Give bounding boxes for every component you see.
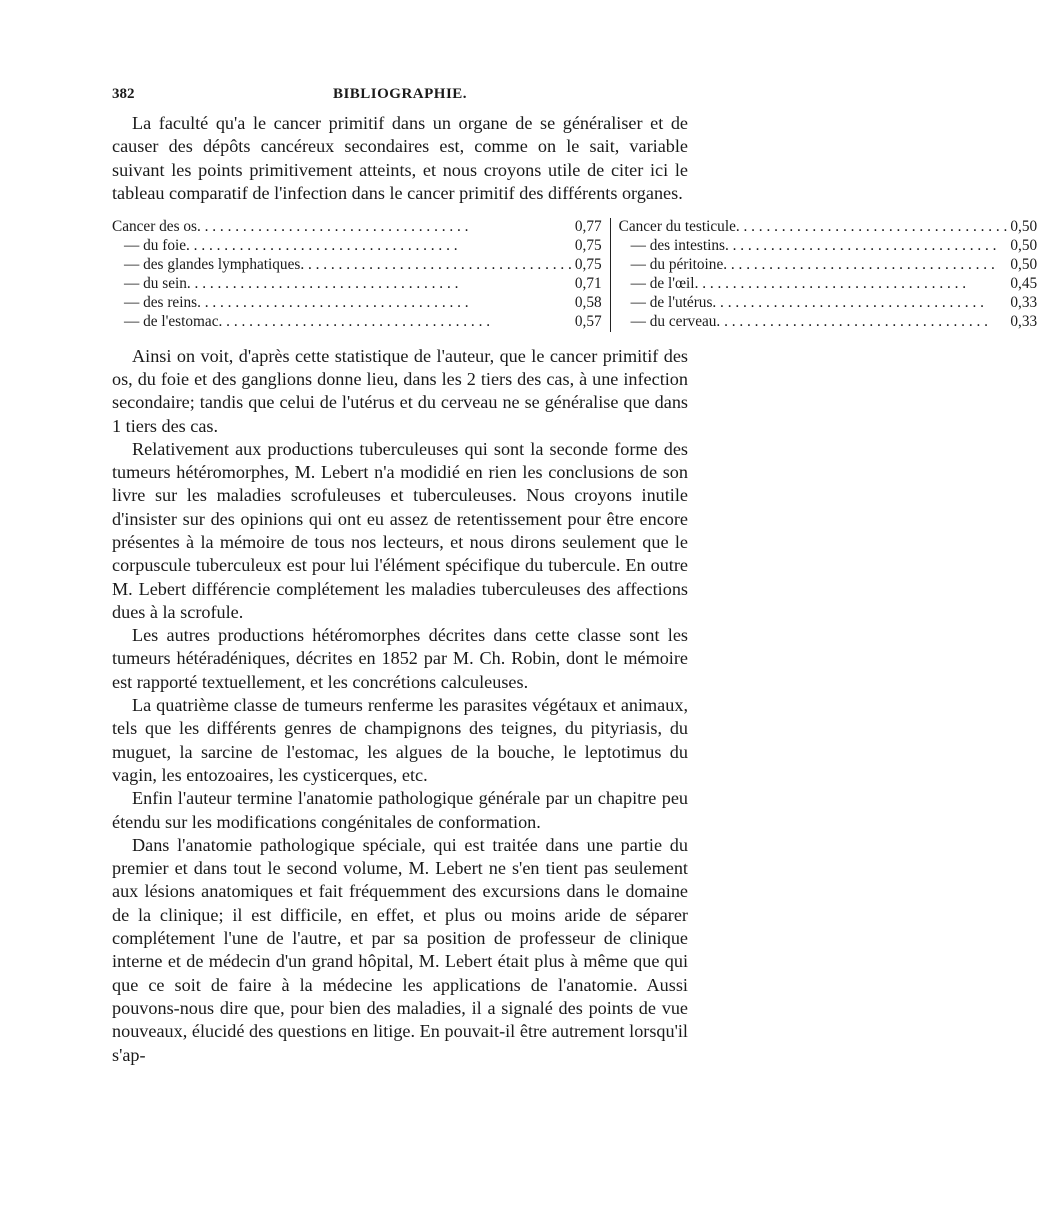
row-value: 0,57 — [574, 312, 602, 330]
row-label: — des intestins — [630, 237, 725, 255]
table-row — [112, 218, 602, 237]
table-row — [619, 313, 1037, 332]
row-value: 0,58 — [574, 293, 602, 311]
row-label: — du cerveau — [630, 312, 717, 330]
table-row — [112, 237, 602, 256]
body-paragraph: Ainsi on voit, d'après cette statistique de l'auteur, que le cancer primitif des os, du foie et des ganglions donne lieu, dans les 2 tiers des cas, à une infection secondaire; tandis que celui de l'utérus et du cerveau ne se généralise que dans 1 tiers des cas. — [112, 345, 688, 436]
table-row — [619, 275, 1037, 294]
row-value: 0,33 — [1010, 312, 1037, 330]
row-label: — du sein — [124, 274, 187, 292]
row-value: 0,50 — [1010, 218, 1037, 236]
row-value: 0,33 — [1010, 293, 1037, 311]
body-paragraph: Relativement aux productions tuberculeuses qui sont la seconde forme des tumeurs hétéromorphes, M. Lebert n'a modidié en rien les conclusions de son livre sur les maladies scrofuleuses et tuberculeuses. Nous croyons inutile d'insister sur des opinions qui ont eu assez de retentissement pour être encore présentes à la mémoire de tous nos lecteurs, et nous dirons seulement que le corpuscule tuberculeux est pour lui l'élément spécifique du tubercule. En outre M. Lebert différencie complétement les maladies tuberculeuses des affections dues à la scrofule. — [112, 438, 688, 622]
row-label: — des reins — [124, 293, 198, 311]
row-value: 0,45 — [1010, 274, 1037, 292]
row-label: — du péritoine — [630, 256, 724, 273]
body-paragraph: Les autres productions hétéromorphes décrites dans cette classe sont les tumeurs hétéradéniques, décrites en 1852 par M. Ch. Robin, dont le mémoire est rapporté textuellement, et les concrétions calculeuses. — [112, 625, 688, 692]
running-title: BIBLIOGRAPHIE. — [332, 86, 468, 102]
table-row — [619, 256, 1037, 275]
row-label: — de l'utérus — [630, 293, 713, 311]
running-header — [112, 86, 688, 112]
page-number: 382 — [112, 86, 135, 102]
row-value: 0,75 — [574, 237, 602, 255]
table-row — [619, 294, 1037, 313]
table-left-column — [112, 218, 611, 331]
row-label: Cancer des os — [112, 218, 197, 236]
body-paragraph: Enfin l'auteur termine l'anatomie pathologique générale par un chapitre peu étendu sur les modifications congénitales de conformation. — [112, 788, 688, 832]
body-paragraph: La quatrième classe de tumeurs renferme les parasites végétaux et animaux, tels que les différents genres de champignons des teignes, du pityriasis, du muguet, la sarcine de l'estomac, les algues de la bouche, le leptotimus du vagin, les entozoaires, les cysticerques, etc. — [112, 695, 688, 785]
row-label: — des glandes lymphatiques — [124, 256, 301, 273]
intro-paragraph: La faculté qu'a le cancer primitif dans un organe de se généraliser et de causer des dépôts cancéreux secondaires est, comme on le sait, variable suivant les points primitivement atteints, et nous croyons utile de citer ici le tableau comparatif de l'infection dans le cancer primitif des différents organes. — [112, 113, 688, 203]
table-row — [619, 237, 1037, 256]
cancer-infection-table — [112, 218, 1037, 331]
row-value: 0,50 — [1010, 237, 1037, 255]
row-label: — de l'estomac — [124, 312, 219, 330]
table-row — [112, 313, 602, 332]
row-value: 0,50 — [1010, 256, 1037, 273]
table-row — [619, 218, 1037, 237]
row-value: 0,77 — [574, 218, 602, 236]
book-page — [112, 86, 1037, 1067]
row-label: — de l'œil — [630, 274, 695, 292]
row-value: 0,75 — [574, 256, 602, 273]
table-right-column — [611, 218, 1037, 331]
row-label: — du foie — [124, 237, 187, 255]
body-paragraph: Dans l'anatomie pathologique spéciale, qui est traitée dans une partie du premier et dans tout le second volume, M. Lebert ne s'en tient pas seulement aux lésions anatomiques et fait fréquemment des excursions dans le domaine de la clinique; il est difficile, en effet, et plus ou moins aride de séparer complétement l'une de l'autre, et par sa position de professeur de clinique interne et de médecin d'un grand hôpital, M. Lebert était plus à même que qui que ce soit de faire à la médecine les applications de l'anatomie. Aussi pouvons-nous dire que, pour bien des maladies, il a signalé des points de vue nouveaux, élucidé des questions en litige. En pouvait-il être autrement lorsqu'il s'ap- — [112, 834, 688, 1065]
table-row — [112, 294, 602, 313]
row-label: Cancer du testicule — [618, 218, 736, 236]
row-value: 0,71 — [574, 274, 602, 292]
table-row — [112, 256, 602, 275]
table-row — [112, 275, 602, 294]
